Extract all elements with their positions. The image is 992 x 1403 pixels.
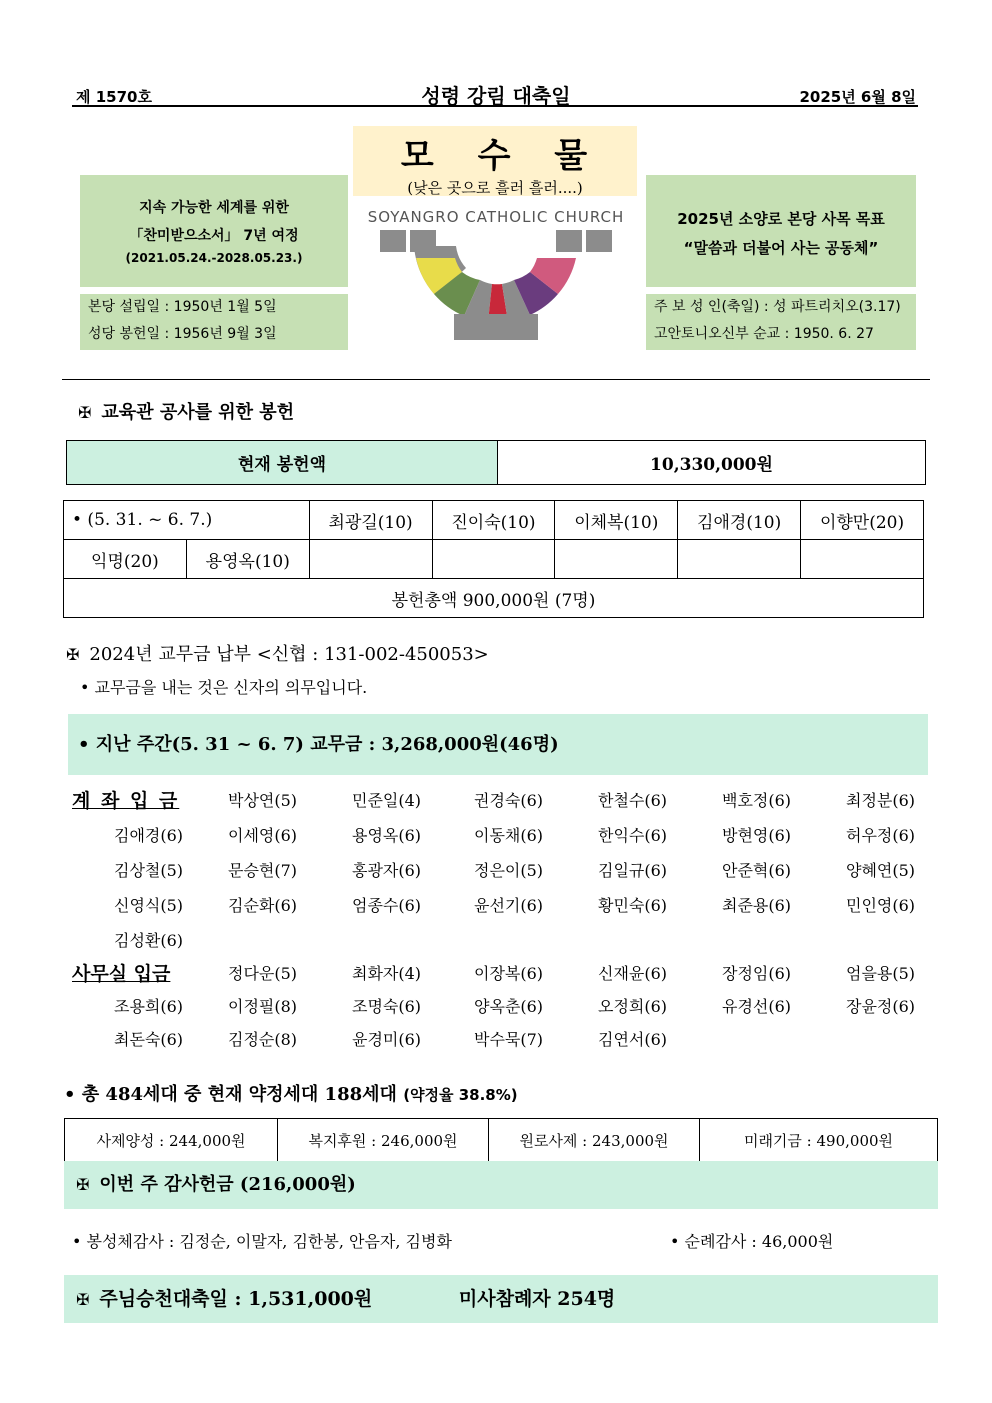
patron-box [646, 294, 916, 350]
donor-cell: 용영옥(10) [186, 540, 309, 579]
member-name: 정은이(5) [474, 861, 544, 880]
cross-bullet-icon: ✠ [66, 645, 80, 664]
cross-bullet-icon: ✠ [76, 1290, 90, 1309]
office-deposit-label: 사무실 입금 [72, 963, 171, 985]
donor-cell [678, 540, 801, 579]
ascension-offering-bar [64, 1275, 938, 1323]
member-name: 김순화(6) [228, 896, 298, 915]
fund-cell: 미래기금 : 490,000원 [700, 1119, 938, 1162]
member-name: 박상연(5) [228, 791, 298, 810]
member-name: 장윤정(6) [846, 997, 916, 1016]
offering-period: • (5. 31. ~ 6. 7.) [64, 501, 310, 540]
thanks-communion: • 봉성체감사 : 김정순, 이말자, 김한봉, 안음자, 김병화 [72, 1232, 452, 1251]
member-name: 김성환(6) [114, 931, 184, 950]
weekly-dues-summary: • 지난 주간(5. 31 ~ 6. 7) 교무금 : 3,268,000원(46명) [68, 714, 928, 775]
laudato-line2: 「찬미받으소서」 7년 여정 [129, 228, 299, 244]
households-summary [64, 1080, 518, 1106]
member-name: 허우정(6) [846, 826, 916, 845]
fund-cell: 사제양성 : 244,000원 [65, 1119, 278, 1162]
education-title-text: 교육관 공사를 위한 봉헌 [101, 402, 295, 423]
member-name: 엄종수(6) [352, 896, 422, 915]
member-name: 용영옥(6) [352, 826, 422, 845]
donor-table [63, 500, 924, 618]
member-name: 민인영(6) [846, 896, 916, 915]
member-name: 이장복(6) [474, 964, 544, 983]
donor-cell: 진이숙(10) [432, 501, 555, 540]
member-name: 이세영(6) [228, 826, 298, 845]
table-row [65, 1119, 938, 1162]
member-name: 엄을용(5) [846, 964, 916, 983]
member-name: 이동채(6) [474, 826, 544, 845]
member-name: 유경선(6) [722, 997, 792, 1016]
page-title: 성령 강림 대축일 [421, 84, 571, 108]
member-name: 신영식(5) [114, 896, 184, 915]
member-name: 백호정(6) [722, 791, 792, 810]
member-name: 김연서(6) [598, 1030, 668, 1049]
donor-cell: 김애경(10) [678, 501, 801, 540]
masthead-title-box [353, 126, 637, 196]
member-name: 김애경(6) [114, 826, 184, 845]
member-name: 정다운(5) [228, 964, 298, 983]
patron-saint: 주 보 성 인(축일) : 성 파트리치오(3.17) [654, 299, 901, 315]
member-name: 김상철(5) [114, 861, 184, 880]
donor-cell: 최광길(10) [309, 501, 432, 540]
member-name: 권경숙(6) [474, 791, 544, 810]
member-name: 최정분(6) [846, 791, 916, 810]
member-name: 조명숙(6) [352, 997, 422, 1016]
fund-cell: 복지후원 : 246,000원 [278, 1119, 489, 1162]
member-name: 황민숙(6) [598, 896, 668, 915]
member-name: 방현영(6) [722, 826, 792, 845]
member-name: 김일규(6) [598, 861, 668, 880]
pastoral-goal-line1: 2025년 소양로 본당 사목 목표 [677, 210, 885, 228]
member-name: 윤선기(6) [474, 896, 544, 915]
households-text: • 총 484세대 중 현재 약정세대 188세대 [64, 1084, 397, 1105]
funds-table [64, 1118, 938, 1162]
church-name: SOYANGRO CATHOLIC CHURCH [367, 208, 625, 226]
account-deposit-label: 계 좌 입 금 [72, 790, 180, 812]
laudato-line3: (2021.05.24.-2028.05.23.) [125, 251, 303, 265]
table-row [64, 579, 924, 618]
member-name: 김정순(8) [228, 1030, 298, 1049]
member-name: 최화자(4) [352, 964, 422, 983]
masthead-title: 모 수 물 [400, 136, 604, 176]
education-section-title [78, 398, 294, 424]
households-rate: (약정율 38.8%) [403, 1086, 518, 1104]
member-name: 신재윤(6) [598, 964, 668, 983]
dedication-date: 성당 봉헌일 : 1956년 9월 3일 [88, 326, 277, 342]
fund-cell: 원로사제 : 243,000원 [489, 1119, 700, 1162]
donor-cell [801, 540, 924, 579]
laudato-line1: 지속 가능한 세계를 위한 [139, 200, 289, 216]
member-name: 오정희(6) [598, 997, 668, 1016]
member-name: 민준일(4) [352, 791, 422, 810]
offering-total-table [66, 440, 926, 485]
cross-bullet-icon: ✠ [76, 1175, 90, 1194]
member-name: 조용희(6) [114, 997, 184, 1016]
pastoral-goal-line2: “말씀과 더불어 사는 공동체” [683, 239, 879, 257]
member-name: 양혜연(5) [846, 861, 916, 880]
member-name: 양옥춘(6) [474, 997, 544, 1016]
header-rule [72, 105, 918, 107]
pastoral-goal-box [646, 175, 916, 287]
laudato-si-box [80, 175, 348, 287]
thanks-pilgrimage: • 순례감사 : 46,000원 [670, 1232, 834, 1251]
founding-date: 본당 설립일 : 1950년 1월 5일 [88, 299, 277, 315]
table-row [64, 501, 924, 540]
current-offering-label: 현재 봉헌액 [67, 441, 498, 485]
member-name: 최돈숙(6) [114, 1030, 184, 1049]
member-name: 장정임(6) [722, 964, 792, 983]
offering-total: 봉헌총액 900,000원 (7명) [64, 579, 924, 618]
member-name: 안준혁(6) [722, 861, 792, 880]
section-divider [62, 379, 930, 380]
parish-dates-box [80, 294, 348, 350]
current-offering-value: 10,330,000원 [498, 441, 926, 485]
donor-cell: 익명(20) [64, 540, 187, 579]
member-name: 한철수(6) [598, 791, 668, 810]
dues-section-title [66, 640, 489, 666]
issue-number: 제 1570호 [76, 88, 152, 106]
donor-cell: 이향만(20) [801, 501, 924, 540]
issue-date: 2025년 6월 8일 [799, 88, 916, 106]
masthead-subtitle: (낮은 곳으로 흘러 흘러....) [407, 179, 583, 197]
dues-title-text: 2024년 교무금 납부 <신협 : 131-002-450053> [89, 644, 489, 665]
member-name: 홍광자(6) [352, 861, 422, 880]
member-name: 이정필(8) [228, 997, 298, 1016]
member-name: 윤경미(6) [352, 1030, 422, 1049]
thanks-title-text: 이번 주 감사헌금 (216,000원) [99, 1174, 356, 1195]
table-row [64, 540, 924, 579]
martyrdom-date: 고안토니오신부 순교 : 1950. 6. 27 [654, 326, 874, 342]
mass-attendance: 미사참례자 254명 [458, 1288, 616, 1310]
dues-note: • 교무금을 내는 것은 신자의 의무입니다. [80, 678, 368, 697]
donor-cell: 이체복(10) [555, 501, 678, 540]
donor-cell [555, 540, 678, 579]
donor-cell [309, 540, 432, 579]
church-logo-icon [380, 228, 612, 342]
member-name: 문승현(7) [228, 861, 298, 880]
cross-bullet-icon: ✠ [78, 403, 92, 422]
member-name: 박수묵(7) [474, 1030, 544, 1049]
member-name: 최준용(6) [722, 896, 792, 915]
ascension-offering: 주님승천대축일 : 1,531,000원 [99, 1288, 373, 1310]
member-name: 한익수(6) [598, 826, 668, 845]
donor-cell [432, 540, 555, 579]
thanks-offering-title [64, 1161, 938, 1209]
